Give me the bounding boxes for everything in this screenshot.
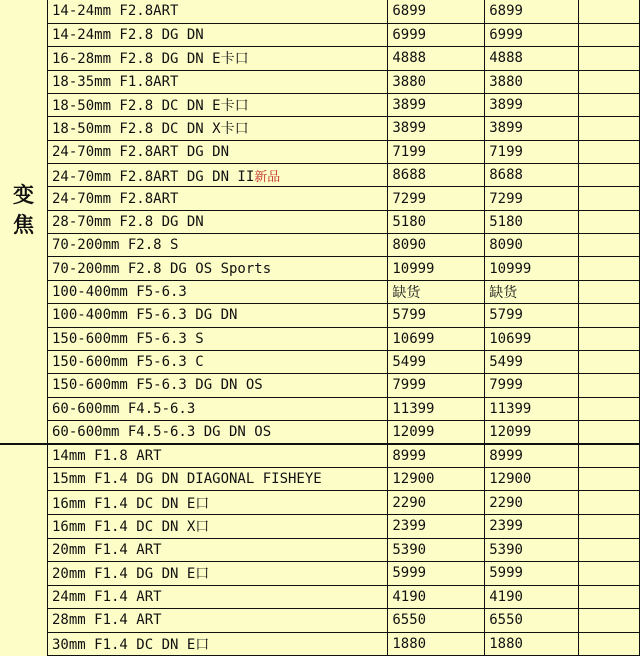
- model-name: 24-70mm F2.8ART DG DN II: [52, 168, 255, 185]
- price-cell-1: 5799: [388, 304, 485, 327]
- model-name: 24-70mm F2.8ART: [52, 190, 179, 207]
- table-row: [48, 397, 640, 420]
- price-cell-1: 12900: [388, 467, 485, 491]
- section-divider: [0, 443, 640, 445]
- empty-cell: [579, 47, 640, 70]
- price-cell-2: 7999: [485, 374, 579, 397]
- price-cell-1: 6550: [388, 609, 485, 633]
- table-row: [48, 304, 640, 327]
- empty-cell: [579, 585, 640, 609]
- price-cell-2: 2290: [485, 491, 579, 515]
- model-name: 18-50mm F2.8 DC DN E卡口: [52, 98, 249, 115]
- price-cell-2: 12900: [485, 467, 579, 491]
- price-cell-2: 6999: [485, 23, 579, 46]
- model-cell: [48, 93, 388, 116]
- model-name: 20mm F1.4 DG DN E口: [52, 566, 210, 583]
- empty-cell: [579, 234, 640, 257]
- empty-cell: [579, 491, 640, 515]
- model-cell: [48, 609, 388, 633]
- table-row: [48, 257, 640, 280]
- model-cell: [48, 514, 388, 538]
- table-row: [48, 538, 640, 562]
- empty-cell: [579, 397, 640, 420]
- model-cell: [48, 280, 388, 303]
- model-name: 150-600mm F5-6.3 C: [52, 354, 204, 371]
- price-cell-1: 5999: [388, 562, 485, 586]
- price-cell-1: 4888: [388, 47, 485, 70]
- price-cell-1: 10699: [388, 327, 485, 350]
- price-cell-1: 3899: [388, 117, 485, 140]
- model-name: 70-200mm F2.8 DG OS Sports: [52, 260, 272, 277]
- table-row: [48, 585, 640, 609]
- price-cell-2: 10699: [485, 327, 579, 350]
- price-cell-1: 8090: [388, 234, 485, 257]
- price-cell-2: 8999: [485, 444, 579, 468]
- model-name: 16mm F1.4 DC DN X口: [52, 519, 210, 536]
- model-cell: [48, 467, 388, 491]
- empty-cell: [579, 444, 640, 468]
- price-cell-1: 7299: [388, 187, 485, 210]
- empty-cell: [579, 257, 640, 280]
- model-name: 28mm F1.4 ART: [52, 612, 162, 629]
- empty-cell: [579, 23, 640, 46]
- model-name: 100-400mm F5-6.3 DG DN: [52, 307, 238, 324]
- empty-cell: [579, 140, 640, 163]
- empty-cell: [579, 187, 640, 210]
- model-name: 150-600mm F5-6.3 S: [52, 330, 204, 347]
- model-name: 60-600mm F4.5-6.3 DG DN OS: [52, 424, 272, 441]
- model-name: 24mm F1.4 ART: [52, 588, 162, 605]
- model-cell: [48, 491, 388, 515]
- price-cell-1: 4190: [388, 585, 485, 609]
- price-cell-1: 6999: [388, 23, 485, 46]
- price-cell-2: 缺货: [485, 280, 579, 303]
- model-name: 16mm F1.4 DC DN E口: [52, 495, 210, 512]
- model-name: 150-600mm F5-6.3 DG DN OS: [52, 377, 263, 394]
- price-cell-1: 缺货: [388, 280, 485, 303]
- model-cell: [48, 210, 388, 233]
- price-cell-2: 12099: [485, 420, 579, 443]
- model-name: 18-50mm F2.8 DC DN X卡口: [52, 121, 249, 138]
- model-cell: [48, 420, 388, 443]
- price-cell-2: 7199: [485, 140, 579, 163]
- model-cell: [48, 117, 388, 140]
- model-name: 28-70mm F2.8 DG DN: [52, 213, 204, 230]
- model-cell: [48, 397, 388, 420]
- price-cell-1: 6899: [388, 0, 485, 23]
- model-name: 70-200mm F2.8 S: [52, 237, 179, 254]
- model-cell: [48, 350, 388, 373]
- price-cell-2: 3899: [485, 93, 579, 116]
- empty-cell: [579, 0, 640, 23]
- table-row: [48, 23, 640, 46]
- empty-cell: [579, 632, 640, 656]
- model-cell: [48, 234, 388, 257]
- empty-cell: [579, 562, 640, 586]
- model-cell: [48, 0, 388, 23]
- empty-cell: [579, 420, 640, 443]
- price-cell-1: 11399: [388, 397, 485, 420]
- price-cell-2: 6899: [485, 0, 579, 23]
- table-row: [48, 609, 640, 633]
- price-cell-1: 8999: [388, 444, 485, 468]
- model-cell: [48, 70, 388, 93]
- price-cell-2: 5499: [485, 350, 579, 373]
- price-cell-1: 7999: [388, 374, 485, 397]
- price-cell-2: 10999: [485, 257, 579, 280]
- prime-group-cell: [0, 444, 48, 656]
- table-row: [48, 47, 640, 70]
- price-cell-1: 1880: [388, 632, 485, 656]
- table-row: [48, 280, 640, 303]
- new-badge: 新品: [254, 169, 281, 185]
- price-cell-1: 2290: [388, 491, 485, 515]
- table-row: [48, 374, 640, 397]
- table-row: [48, 234, 640, 257]
- price-cell-2: 7299: [485, 187, 579, 210]
- table-row: [48, 140, 640, 163]
- zoom-label-char-2: 焦: [13, 212, 34, 237]
- model-name: 24-70mm F2.8ART DG DN: [52, 143, 230, 160]
- price-cell-1: 2399: [388, 514, 485, 538]
- model-name: 14-24mm F2.8 DG DN: [52, 27, 204, 44]
- table-row: [48, 491, 640, 515]
- price-cell-2: 8688: [485, 164, 579, 187]
- empty-cell: [579, 374, 640, 397]
- model-name: 15mm F1.4 DG DN DIAGONAL FISHEYE: [52, 471, 322, 488]
- model-name: 30mm F1.4 DC DN E口: [52, 636, 210, 653]
- price-cell-2: 4888: [485, 47, 579, 70]
- model-cell: [48, 538, 388, 562]
- table-row: [48, 632, 640, 656]
- empty-cell: [579, 93, 640, 116]
- model-cell: [48, 327, 388, 350]
- price-cell-1: 3899: [388, 93, 485, 116]
- model-cell: [48, 23, 388, 46]
- zoom-label-char-1: 变: [13, 182, 34, 207]
- zoom-group-cell: [0, 0, 48, 444]
- price-cell-2: 5999: [485, 562, 579, 586]
- model-name: 20mm F1.4 ART: [52, 541, 162, 558]
- price-cell-1: 5499: [388, 350, 485, 373]
- table-row: [48, 210, 640, 233]
- model-cell: [48, 164, 388, 187]
- model-cell: [48, 562, 388, 586]
- table-row: [48, 350, 640, 373]
- model-name: 14mm F1.8 ART: [52, 447, 162, 464]
- empty-cell: [579, 350, 640, 373]
- table-row: [48, 420, 640, 443]
- model-cell: [48, 257, 388, 280]
- price-cell-1: 8688: [388, 164, 485, 187]
- price-cell-2: 5180: [485, 210, 579, 233]
- empty-cell: [579, 467, 640, 491]
- empty-cell: [579, 327, 640, 350]
- table-row: [48, 467, 640, 491]
- model-cell: [48, 585, 388, 609]
- model-name: 16-28mm F2.8 DG DN E卡口: [52, 51, 249, 68]
- zoom-group-label: [0, 180, 47, 240]
- price-cell-1: 7199: [388, 140, 485, 163]
- empty-cell: [579, 70, 640, 93]
- table-row: [48, 562, 640, 586]
- model-name: 18-35mm F1.8ART: [52, 73, 179, 90]
- price-cell-2: 1880: [485, 632, 579, 656]
- empty-cell: [579, 538, 640, 562]
- empty-cell: [579, 210, 640, 233]
- model-cell: [48, 140, 388, 163]
- price-cell-2: 6550: [485, 609, 579, 633]
- price-table: [48, 0, 640, 656]
- table-row: [48, 444, 640, 468]
- model-cell: [48, 187, 388, 210]
- price-cell-1: 5390: [388, 538, 485, 562]
- table-row: [48, 327, 640, 350]
- model-cell: [48, 304, 388, 327]
- empty-cell: [579, 304, 640, 327]
- table-row: [48, 0, 640, 23]
- price-cell-2: 5799: [485, 304, 579, 327]
- empty-cell: [579, 280, 640, 303]
- model-name: 14-24mm F2.8ART: [52, 3, 179, 20]
- price-cell-2: 3899: [485, 117, 579, 140]
- price-cell-1: 3880: [388, 70, 485, 93]
- model-cell: [48, 444, 388, 468]
- model-cell: [48, 632, 388, 656]
- table-row: [48, 164, 640, 187]
- model-cell: [48, 374, 388, 397]
- price-cell-1: 10999: [388, 257, 485, 280]
- empty-cell: [579, 117, 640, 140]
- table-row: [48, 514, 640, 538]
- price-cell-2: 8090: [485, 234, 579, 257]
- model-cell: [48, 47, 388, 70]
- table-row: [48, 70, 640, 93]
- price-cell-2: 2399: [485, 514, 579, 538]
- price-cell-1: 5180: [388, 210, 485, 233]
- price-cell-2: 3880: [485, 70, 579, 93]
- price-cell-1: 12099: [388, 420, 485, 443]
- price-cell-2: 4190: [485, 585, 579, 609]
- price-cell-2: 5390: [485, 538, 579, 562]
- empty-cell: [579, 164, 640, 187]
- table-row: [48, 93, 640, 116]
- table-row: [48, 187, 640, 210]
- empty-cell: [579, 609, 640, 633]
- price-cell-2: 11399: [485, 397, 579, 420]
- empty-cell: [579, 514, 640, 538]
- table-row: [48, 117, 640, 140]
- model-name: 60-600mm F4.5-6.3: [52, 400, 196, 417]
- model-name: 100-400mm F5-6.3: [52, 283, 187, 300]
